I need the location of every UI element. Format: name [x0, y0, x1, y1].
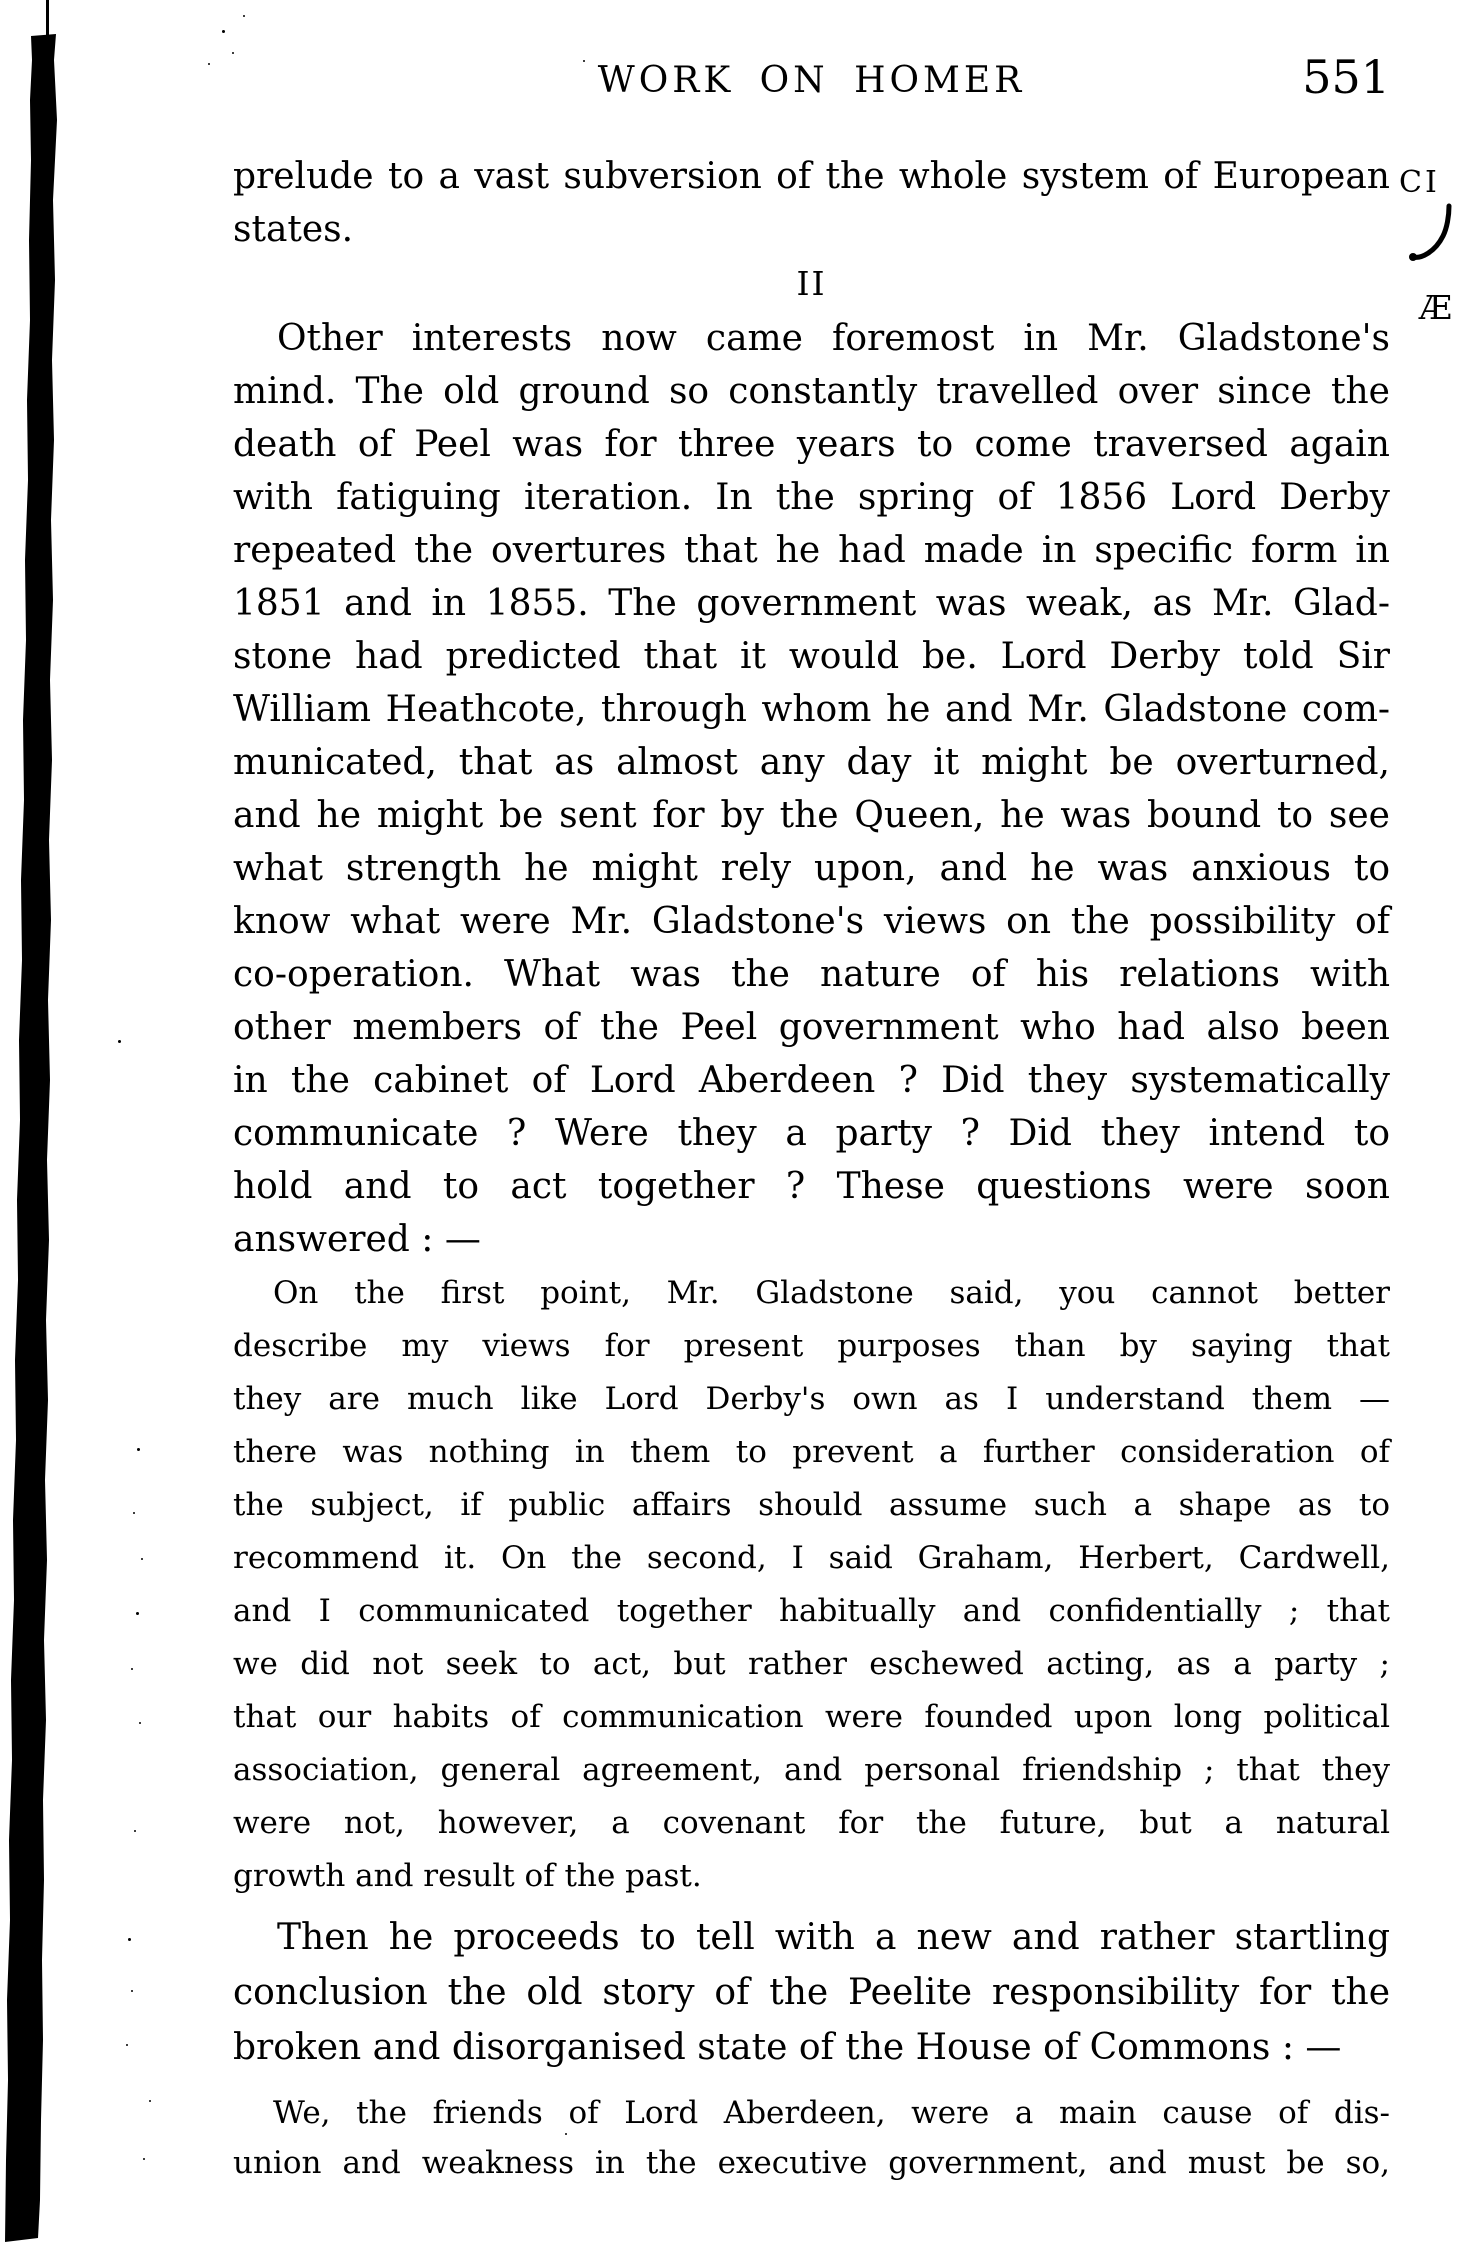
text-line: recommend it. On the second, I said Graham, Herbert, Cardwell,: [233, 1540, 1390, 1576]
text-line: union and weakness in the executive government, and must be so,: [233, 2145, 1390, 2181]
section-heading: II: [796, 264, 827, 303]
text-line: answered : —: [233, 1219, 481, 1260]
text-line: and he might be sent for by the Queen, he was bound to see: [233, 795, 1390, 836]
text-line: We, the friends of Lord Aberdeen, were a main cause of dis-: [273, 2095, 1390, 2131]
text-line: that our habits of communication were founded upon long political: [233, 1699, 1390, 1735]
page-number: 551: [1302, 50, 1390, 104]
text-line: prelude to a vast subversion of the whole system of European: [233, 156, 1390, 197]
margin-brace: [1405, 200, 1457, 265]
text-line: death of Peel was for three years to come traversed again: [233, 424, 1390, 465]
text-line: the subject, if public affairs should assume such a shape as to: [233, 1487, 1390, 1523]
text-line: broken and disorganised state of the House of Commons : —: [233, 2027, 1342, 2068]
text-line: states.: [233, 209, 354, 250]
blockquote-second: [233, 2088, 1390, 2188]
text-line: we did not seek to act, but rather eschewed acting, as a party ;: [233, 1646, 1390, 1682]
text-line: were not, however, a covenant for the future, but a natural: [233, 1805, 1390, 1841]
text-line: Then he proceeds to tell with a new and rather startling: [277, 1917, 1390, 1958]
text-line: mind. The old ground so constantly travelled over since the: [233, 371, 1390, 412]
text-line: conclusion the old story of the Peelite responsibility for the: [233, 1972, 1390, 2013]
text-line: stone had predicted that it would be. Lord Derby told Sir: [233, 636, 1390, 677]
text-line: growth and result of the past.: [233, 1858, 702, 1894]
binding-shadow: [0, 0, 70, 2263]
paragraph-continuation: [233, 150, 1390, 256]
text-line: with fatiguing iteration. In the spring of 1856 Lord Derby: [233, 477, 1390, 518]
text-line: Other interests now came foremost in Mr. Gladstone's: [277, 318, 1390, 359]
text-line: communicate ? Were they a party ? Did they intend to: [233, 1113, 1390, 1154]
paragraph-main: [233, 312, 1390, 1266]
text-line: they are much like Lord Derby's own as I understand them —: [233, 1381, 1390, 1417]
text-line: association, general agreement, and personal friendship ; that they: [233, 1752, 1390, 1788]
margin-note-aetatis: Æ: [1419, 288, 1453, 327]
blockquote-first: [233, 1267, 1390, 1903]
text-line: On the first point, Mr. Gladstone said, you cannot better: [273, 1275, 1390, 1311]
text-line: 1851 and in 1855. The government was weak, as Mr. Glad-: [233, 583, 1390, 624]
text-line: in the cabinet of Lord Aberdeen ? Did they systematically: [233, 1060, 1390, 1101]
text-line: hold and to act together ? These questions were soon: [233, 1166, 1390, 1207]
text-line: know what were Mr. Gladstone's views on the possibility of: [233, 901, 1390, 942]
text-line: repeated the overtures that he had made in specific form in: [233, 530, 1390, 571]
text-line: what strength he might rely upon, and he was anxious to: [233, 848, 1390, 889]
text-line: co-operation. What was the nature of his relations with: [233, 954, 1390, 995]
running-title: WORK ON HOMER: [597, 60, 1026, 101]
margin-note-chapter: CI: [1399, 165, 1440, 200]
text-line: there was nothing in them to prevent a further consideration of: [233, 1434, 1390, 1470]
paragraph-then: [233, 1910, 1390, 2075]
text-line: describe my views for present purposes than by saying that: [233, 1328, 1390, 1364]
text-line: municated, that as almost any day it might be overturned,: [233, 742, 1390, 783]
text-line: other members of the Peel government who had also been: [233, 1007, 1390, 1048]
text-line: and I communicated together habitually and confidentially ; that: [233, 1593, 1390, 1629]
text-line: William Heathcote, through whom he and Mr. Gladstone com-: [233, 689, 1390, 730]
